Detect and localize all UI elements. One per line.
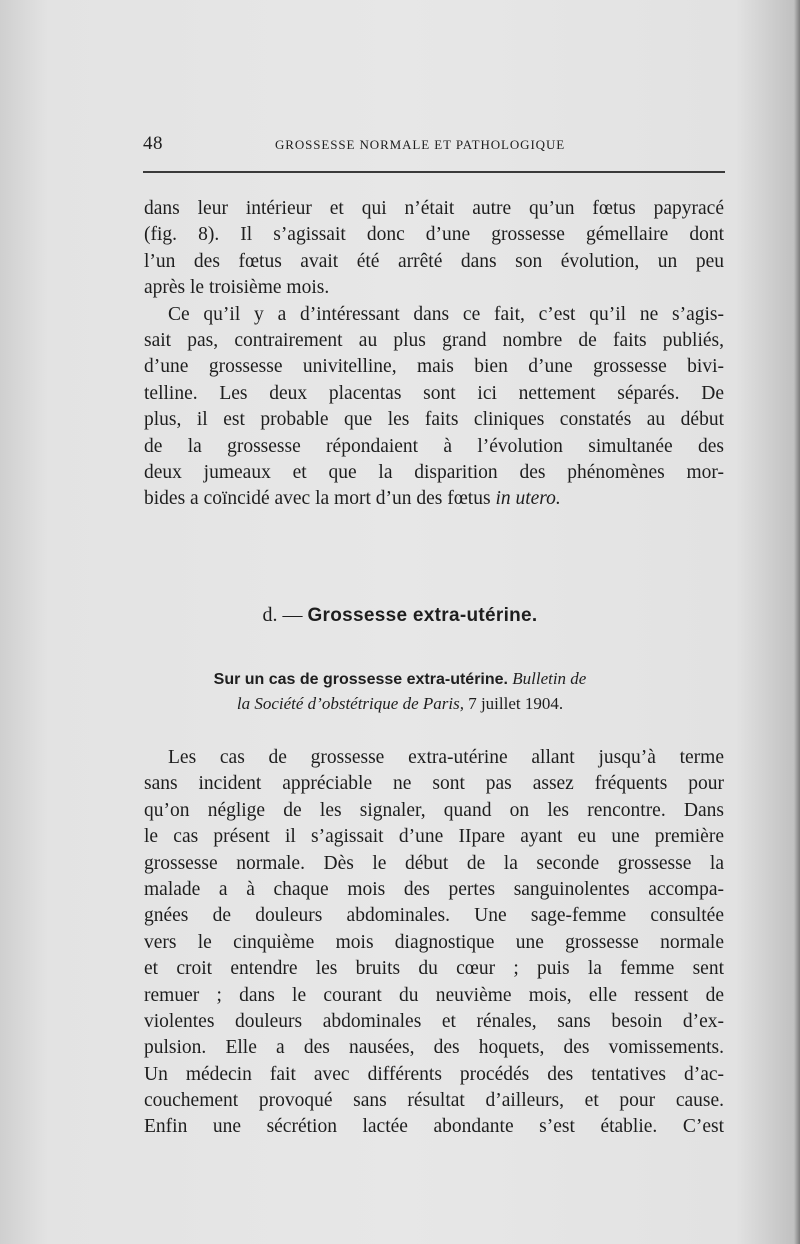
text-line: Un médecin fait avec différents procédés des tentatives d’ac- bbox=[144, 1063, 724, 1085]
text-line: Enfin une sécrétion lactée abondante s’est établie. C’est bbox=[144, 1116, 724, 1138]
running-header bbox=[143, 133, 725, 157]
section-prefix: d. — bbox=[262, 604, 308, 626]
text-line: d’une grossesse univitelline, mais bien d’une grossesse bivi- bbox=[144, 356, 724, 378]
citation-journal-cont: la Société d’obstétrique de Paris, bbox=[236, 694, 464, 713]
text-line: (fig. 8). Il s’agissait donc d’une grossesse gémellaire dont bbox=[144, 224, 724, 246]
citation-line-2 bbox=[0, 692, 800, 716]
body-text-top bbox=[144, 196, 724, 513]
text-line bbox=[144, 486, 724, 512]
text-line: remuer ; dans le courant du neuvième mois, elle ressent de bbox=[144, 984, 724, 1006]
citation-title: Sur un cas de grossesse extra-utérine. bbox=[213, 671, 508, 688]
text-line: grossesse normale. Dès le début de la seconde grossesse la bbox=[144, 852, 724, 874]
text-line: après le troisième mois. bbox=[144, 277, 330, 299]
text-line: malade a à chaque mois des pertes sanguinolentes accompa- bbox=[144, 878, 724, 900]
text-line: couchement provoqué sans résultat d’ailleurs, et pour cause. bbox=[144, 1090, 724, 1112]
text-line: le cas présent il s’agissait d’une IIpare ayant eu une première bbox=[144, 826, 724, 848]
page-number: 48 bbox=[143, 133, 163, 154]
body-text-bottom bbox=[144, 745, 724, 1141]
citation-line-1 bbox=[0, 667, 800, 692]
citation-journal: Bulletin de bbox=[512, 669, 587, 688]
text-line: gnées de douleurs abdominales. Une sage-femme consultée bbox=[144, 905, 724, 927]
citation-date: 7 juillet 1904. bbox=[463, 694, 564, 713]
text-fragment: bides a coïncidé avec la mort d’un des fœtus bbox=[144, 488, 496, 510]
text-line: telline. Les deux placentas sont ici nettement séparés. De bbox=[144, 382, 724, 404]
text-line: Les cas de grossesse extra-utérine allant jusqu’à terme bbox=[168, 747, 724, 768]
text-line: deux jumeaux et que la disparition des phénomènes mor- bbox=[144, 461, 724, 483]
text-line: plus, il est probable que les faits cliniques constatés au début bbox=[144, 409, 724, 431]
text-line: pulsion. Elle a des nausées, des hoquets, des vomissements. bbox=[144, 1037, 724, 1059]
section-title: Grossesse extra-utérine. bbox=[307, 605, 538, 626]
text-line: sait pas, contrairement au plus grand nombre de faits publiés, bbox=[144, 329, 724, 351]
header-rule bbox=[143, 171, 725, 173]
text-line: violentes douleurs abdominales et rénales, sans besoin d’ex- bbox=[144, 1010, 724, 1032]
section-heading bbox=[0, 604, 800, 627]
text-line: sans incident appréciable ne sont pas assez fréquents pour bbox=[144, 773, 724, 795]
italic-phrase: in utero. bbox=[495, 488, 561, 510]
text-line: Ce qu’il y a d’intéressant dans ce fait, c’est qu’il ne s’agis- bbox=[168, 303, 724, 325]
text-line: dans leur intérieur et qui n’était autre qu’un fœtus papyracé bbox=[144, 198, 724, 219]
text-line: l’un des fœtus avait été arrêté dans son évolution, un peu bbox=[144, 250, 724, 272]
text-line: vers le cinquième mois diagnostique une grossesse normale bbox=[144, 931, 724, 953]
text-line: qu’on néglige de les signaler, quand on les rencontre. Dans bbox=[144, 799, 724, 821]
text-line: de la grossesse répondaient à l’évolution simultanée des bbox=[144, 435, 724, 457]
citation bbox=[0, 667, 800, 716]
text-line: et croit entendre les bruits du cœur ; puis la femme sent bbox=[144, 958, 724, 980]
running-title: GROSSESSE NORMALE ET PATHOLOGIQUE bbox=[275, 137, 566, 152]
